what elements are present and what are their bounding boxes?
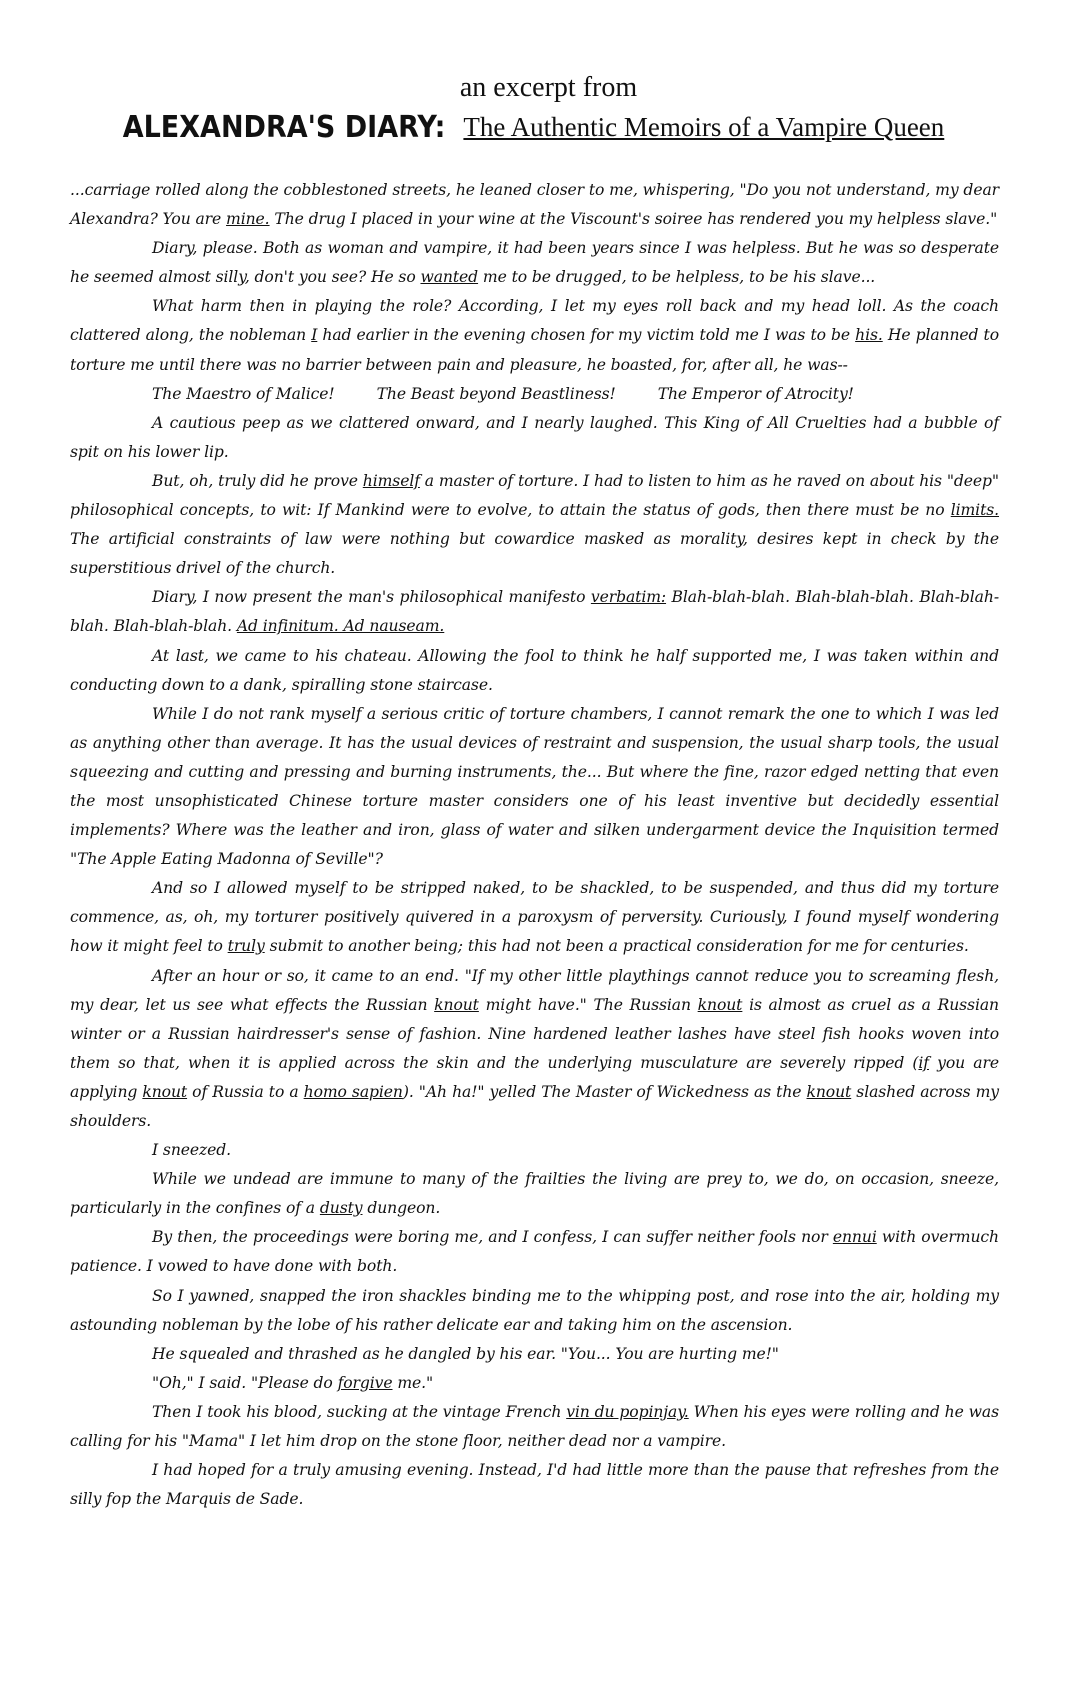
paragraph: I sneezed. [152, 1141, 232, 1160]
paragraph: And so I allowed myself to be stripped naked, to be shackled, to be suspended, and thus did my torture commence, as, oh, my torturer positively quivered in a paroxysm of perversity. Curiously, I found myself wondering how it might feel to truly submit to another being; this had not been a practical consideration for me for centuries. [70, 879, 999, 956]
paragraph: Diary, please. Both as woman and vampire, it had been years since I was helpless. But he was so desperate he seemed almost silly, don't you see? He so wanted me to be drugged, to be helpless, to be his slave... [70, 239, 999, 287]
excerpt-subtitle: an excerpt from [459, 72, 638, 103]
paragraph: What harm then in playing the role? According, I let my eyes roll back and my head loll. As the coach clattered along, the nobleman I had earlier in the evening chosen for my victim told me I was to be his. He planned to torture me until there was no barrier between pain and pleasure, he boasted, for, after all, he was-- [70, 297, 1000, 374]
paragraph: Then I took his blood, sucking at the vintage French vin du popinjay. When his eyes were rolling and he was calling for his "Mama" I let him drop on the stone floor, neither dead nor a vampire. [70, 1402, 1000, 1451]
paragraph: Diary, I now present the man's philosophical manifesto verbatim: Blah-blah-blah. Blah-blah-blah. Blah-blah-blah. Blah-blah-blah. Ad infinitum. Ad nauseam. [70, 588, 999, 636]
paragraph: "Oh," I said. "Please do forgive me." [152, 1373, 434, 1392]
title-row [0, 112, 1067, 143]
paragraph: While I do not rank myself a serious critic of torture chambers, I cannot remark the one to which I was led as anything other than average. It has the usual devices of restraint and suspension, the usual sharp tools, the usual squeezing and cutting and pressing and burning instruments, the... But where the fine, razor edged netting that even the most unsophisticated Chinese torture master considers one of his least inventive but decidedly essential implements? Where was the leather and iron, glass of water and silken undergarment device the Inquisition termed "The Apple Eating Madonna of Seville"? [70, 704, 999, 869]
diary-title-subtitle: The Authentic Memoirs of a Vampire Queen [463, 112, 945, 142]
paragraph: ...carriage rolled along the cobblestoned streets, he leaned closer to me, whispering, "Do you not understand, my dear Alexandra? You are mine. The drug I placed in your wine at the Viscount's soiree has rendered you my helpless slave." [70, 181, 999, 229]
paragraph: A cautious peep as we clattered onward, and I nearly laughed. This King of All Cruelties had a bubble of spit on his lower lip. [70, 413, 999, 461]
paragraph: I had hoped for a truly amusing evening. Instead, I'd had little more than the pause that refreshes from the silly fop the Marquis de Sade. [70, 1461, 999, 1509]
paragraph: At last, we came to his chateau. Allowing the fool to think he half supported me, I was taken within and conducting down to a dank, spiralling stone staircase. [70, 646, 999, 694]
paragraph: He squealed and thrashed as he dangled by his ear. "You... You are hurting me!" [152, 1344, 779, 1363]
paragraph: By then, the proceedings were boring me, and I confess, I can suffer neither fools nor ennui with overmuch patience. I vowed to have done with both. [70, 1228, 999, 1276]
paragraph: So I yawned, snapped the iron shackles binding me to the whipping post, and rose into the air, holding my astounding nobleman by the lobe of his rather delicate ear and taking him on the ascension. [70, 1286, 999, 1334]
paragraph: After an hour or so, it came to an end. "If my other little playthings cannot reduce you to screaming flesh, my dear, let us see what effects the Russian knout might have." The Russian knout is almost as cruel as a Russian winter or a Russian hairdresser's sense of fashion. Nine hardened leather lashes have steel fish hooks woven into them so that, when it is applied across the skin and the underlying musculature are severely ripped (if you are applying knout of Russia to a homo sapien). "Ah ha!" yelled The Master of Wickedness as the knout slashed across my shoulders. [70, 966, 999, 1130]
paragraph: While we undead are immune to many of the frailties the living are prey to, we do, on occasion, sneeze, particularly in the confines of a dusty dungeon. [70, 1170, 999, 1218]
diary-title: ALEXANDRA'S DIARY: [122, 110, 446, 145]
diary-text [70, 176, 999, 1514]
villain-titles: The Maestro of Malice! The Beast beyond Beastliness! The Emperor of Atrocity! [152, 384, 854, 403]
paragraph: But, oh, truly did he prove himself a master of torture. I had to listen to him as he raved on about his "deep" philosophical concepts, to wit: If Mankind were to evolve, to attain the status of gods, then there must be no limits. The artificial constraints of law were nothing but cowardice masked as morality, desires kept in check by the superstitious drivel of the church. [70, 471, 999, 578]
